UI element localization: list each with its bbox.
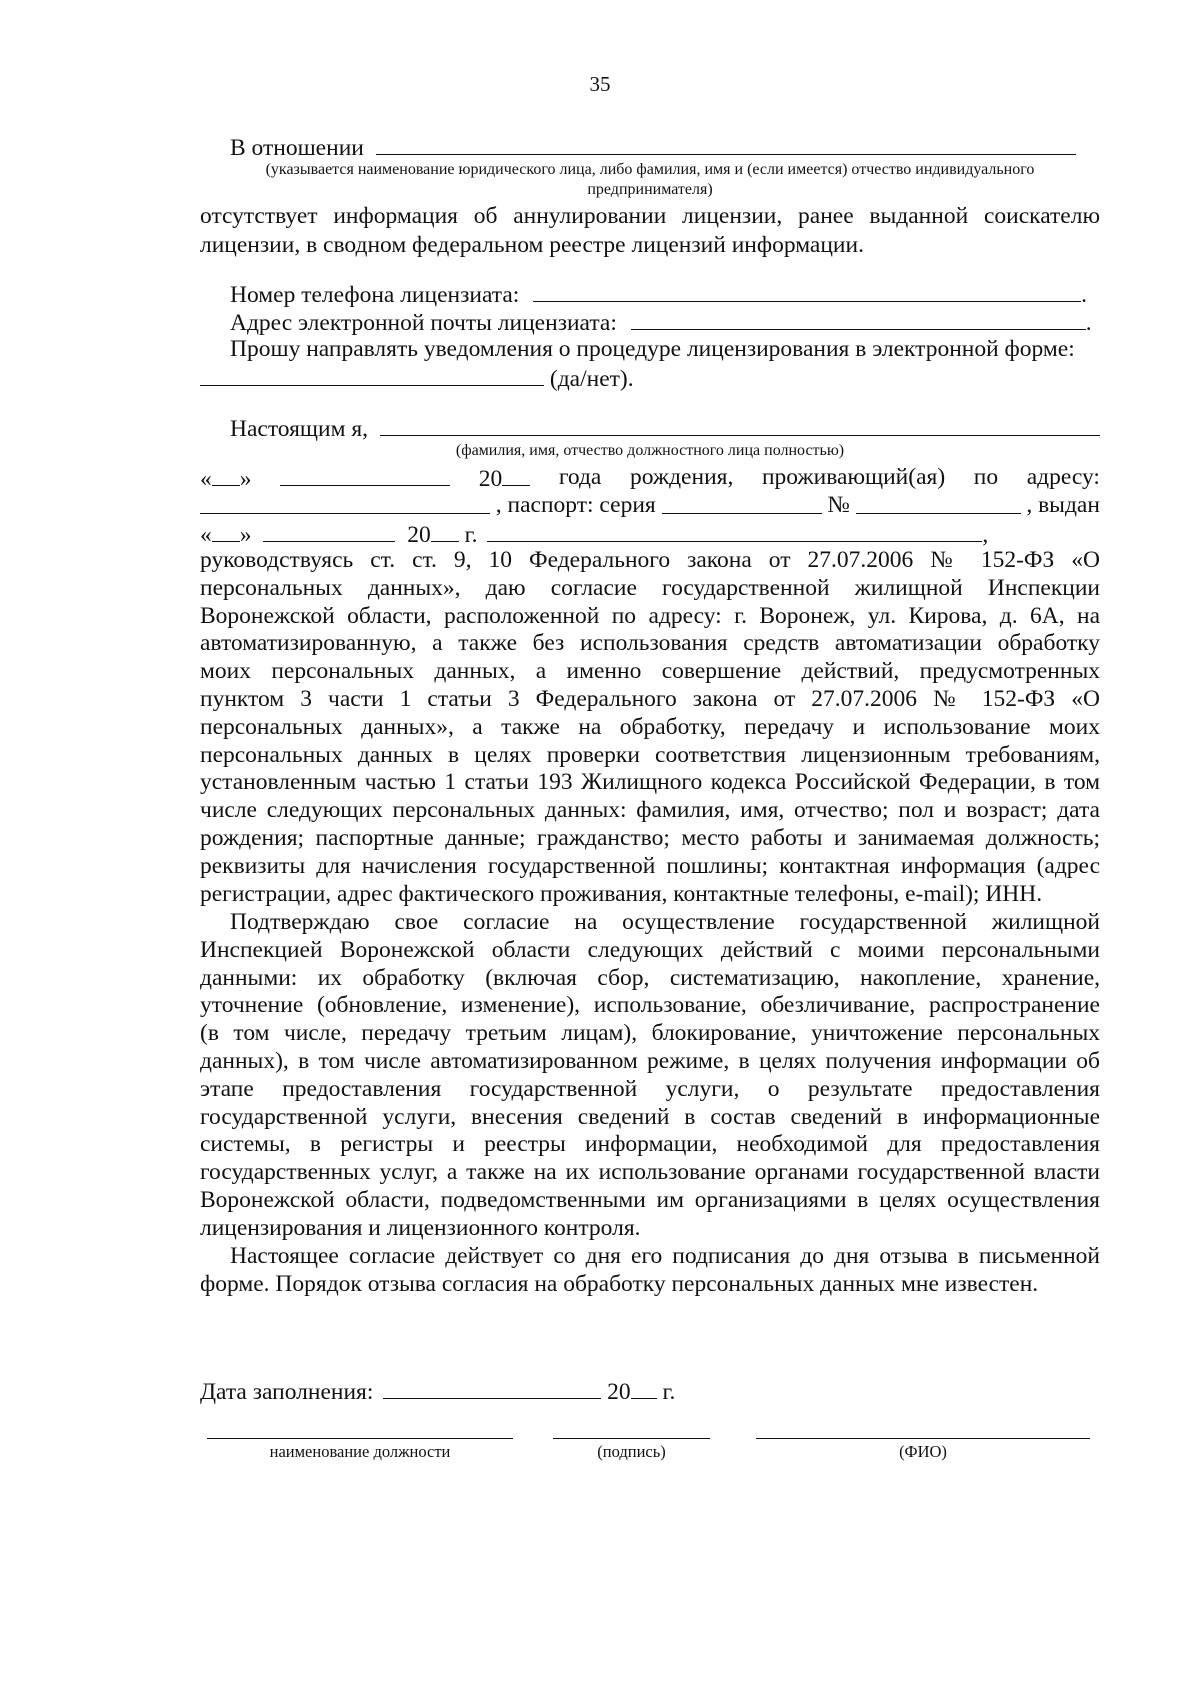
birth-year-field[interactable]	[502, 463, 530, 486]
birth-year-group: 20	[479, 463, 531, 493]
confirm-line: Воронежской области, подведомственными им организациями в целях осуществления	[200, 1187, 1100, 1213]
birth-word-goda: года	[558, 464, 602, 490]
signature-line[interactable]	[553, 1437, 710, 1439]
passport-series-label: , паспорт: серия	[495, 492, 656, 518]
subject-field[interactable]	[376, 132, 1076, 155]
confirm-line: Подтверждаю свое согласие на осуществление государственной жилищной	[230, 909, 1100, 935]
birth-month-field[interactable]	[280, 463, 450, 486]
email-label: Адрес электронной почты лицензиата:	[230, 310, 617, 336]
passport-row	[200, 491, 1100, 519]
name-line[interactable]	[756, 1437, 1090, 1439]
confirm-line: Инспекцией Воронежской области следующих действий с моими персональными	[200, 936, 1100, 963]
validity-line: форме. Порядок отзыва согласия на обработку персональных данных мне известен.	[200, 1270, 1039, 1297]
issue-date-row: « » 20 г. ,	[200, 519, 1100, 549]
subject-row	[230, 132, 1100, 162]
consent-line: рождения; паспортные данные; гражданство; место работы и занимаемая должность;	[200, 825, 1100, 851]
confirm-line: этапе предоставления государственной услуги, о результате предоставления	[200, 1075, 1100, 1102]
address-field[interactable]	[200, 491, 490, 514]
confirm-line: лицензирования и лицензионного контроля.	[200, 1214, 641, 1241]
subject-hint-line1: (указывается наименование юридического лица, либо фамилия, имя и (если имеется) отчество индивидуального	[265, 161, 1035, 178]
passport-number-field[interactable]	[856, 491, 1021, 514]
subject-text-line2: лицензии, в сводном федеральном реестре лицензий информации.	[200, 232, 864, 258]
issued-label: , выдан	[1026, 492, 1100, 518]
confirm-line: (в том числе, передачу третьим лицам), блокирование, уничтожение персональных	[200, 1020, 1100, 1047]
consent-line: реквизиты для начисления государственной пошлины; контактная информация (адрес	[200, 852, 1100, 879]
phone-row	[230, 279, 1100, 309]
position-line[interactable]	[207, 1437, 513, 1439]
validity-line: Настоящее согласие действует со дня его подписания до дня отзыва в письменной	[230, 1243, 1100, 1269]
intro-row	[230, 413, 1100, 443]
issue-day-field[interactable]	[212, 519, 240, 542]
consent-line: персональных данных», а также на обработку, передачу и использование моих	[200, 713, 1100, 740]
subject-text-line1: отсутствует информация об аннулировании лицензии, ранее выданной соискателю	[200, 203, 1100, 229]
notify-row: Прошу направлять уведомления о процедуре лицензирования в электронной форме:	[230, 336, 1075, 362]
fill-date-field[interactable]	[383, 1376, 601, 1399]
passport-series-field[interactable]	[662, 491, 822, 514]
birth-word-po: по	[973, 464, 999, 490]
page-number: 35	[589, 72, 611, 96]
fill-year-field[interactable]	[631, 1376, 657, 1399]
birth-word-rozhdeniya: рождения,	[629, 464, 734, 490]
notify-answer-row	[200, 363, 1100, 393]
email-period: .	[1085, 310, 1092, 336]
phone-field[interactable]	[533, 279, 1081, 302]
issued-by-field[interactable]	[487, 519, 982, 542]
birth-word-address: адресу:	[1026, 464, 1100, 490]
consent-line: персональных данных в целях проверки соответствия лицензионным требованиям,	[200, 741, 1100, 768]
issue-year-field[interactable]	[431, 519, 459, 542]
confirm-line: системы, в регистры и реестры информации, необходимой для предоставления	[200, 1131, 1100, 1158]
subject-hint-line2: предпринимателя)	[587, 181, 713, 198]
confirm-line: государственной услуги, внесения сведений в состав сведений в информационные	[200, 1103, 1100, 1130]
birth-date-group: « »	[200, 463, 252, 493]
notify-answer-field[interactable]	[200, 363, 544, 386]
birth-word-living: проживающий(ая)	[761, 464, 946, 490]
email-field[interactable]	[631, 307, 1086, 330]
subject-label: В отношении	[230, 135, 364, 161]
consent-line: установленным частью 1 статьи 193 Жилищного кодекса Российской Федерации, в том	[200, 769, 1100, 796]
consent-line: регистрации, адрес фактического проживания, контактные телефоны, e-mail); ИНН.	[200, 880, 1043, 907]
consent-line: автоматизированную, а также без использования средств автоматизации обработку	[200, 630, 1100, 657]
issue-month-field[interactable]	[263, 519, 395, 542]
position-label: наименование должности	[269, 1442, 451, 1461]
birth-day-field[interactable]	[212, 463, 240, 486]
fill-date-row: Дата заполнения: 20 г.	[200, 1376, 1100, 1406]
consent-line: пунктом 3 части 1 статьи 3 Федерального закона от 27.07.2006 № 152-ФЗ «О	[200, 686, 1100, 712]
confirm-line: государственных услуг, а также на их использование органами государственной власти	[200, 1159, 1100, 1186]
yes-no-label: (да/нет).	[549, 366, 634, 392]
passport-number-sign: №	[827, 492, 850, 518]
email-row	[230, 307, 1100, 337]
name-label: (ФИО)	[899, 1442, 947, 1461]
confirm-line: данных), в том числе автоматизированном режиме, в целях получения информации об	[200, 1048, 1100, 1074]
phone-period: .	[1081, 282, 1088, 308]
consent-line: персональных данных», даю согласие государственной жилищной Инспекции	[200, 574, 1100, 601]
signature-label: (подпись)	[597, 1442, 666, 1461]
full-name-field[interactable]	[380, 413, 1100, 436]
full-name-hint: (фамилия, имя, отчество должностного лица полностью)	[455, 442, 845, 459]
confirm-line: данными: их обработку (включая сбор, систематизацию, накопление, хранение,	[200, 964, 1100, 991]
phone-label: Номер телефона лицензиата:	[230, 282, 520, 308]
confirm-line: уточнение (обновление, изменение), использование, обезличивание, распространение	[200, 992, 1100, 1019]
consent-line: Воронежской области, расположенной по адресу: г. Воронеж, ул. Кирова, д. 6А, на	[200, 602, 1100, 629]
birth-row	[200, 463, 1100, 493]
consent-line: числе следующих персональных данных: фамилия, имя, отчество; пол и возраст; дата	[200, 797, 1100, 824]
intro-label: Настоящим я,	[230, 416, 369, 442]
consent-line: моих персональных данных, а именно совершение действий, предусмотренных	[200, 658, 1100, 685]
consent-line: руководствуясь ст. ст. 9, 10 Федерального закона от 27.07.2006 № 152-ФЗ «О	[200, 547, 1100, 573]
fill-date-label: Дата заполнения:	[200, 1379, 374, 1405]
